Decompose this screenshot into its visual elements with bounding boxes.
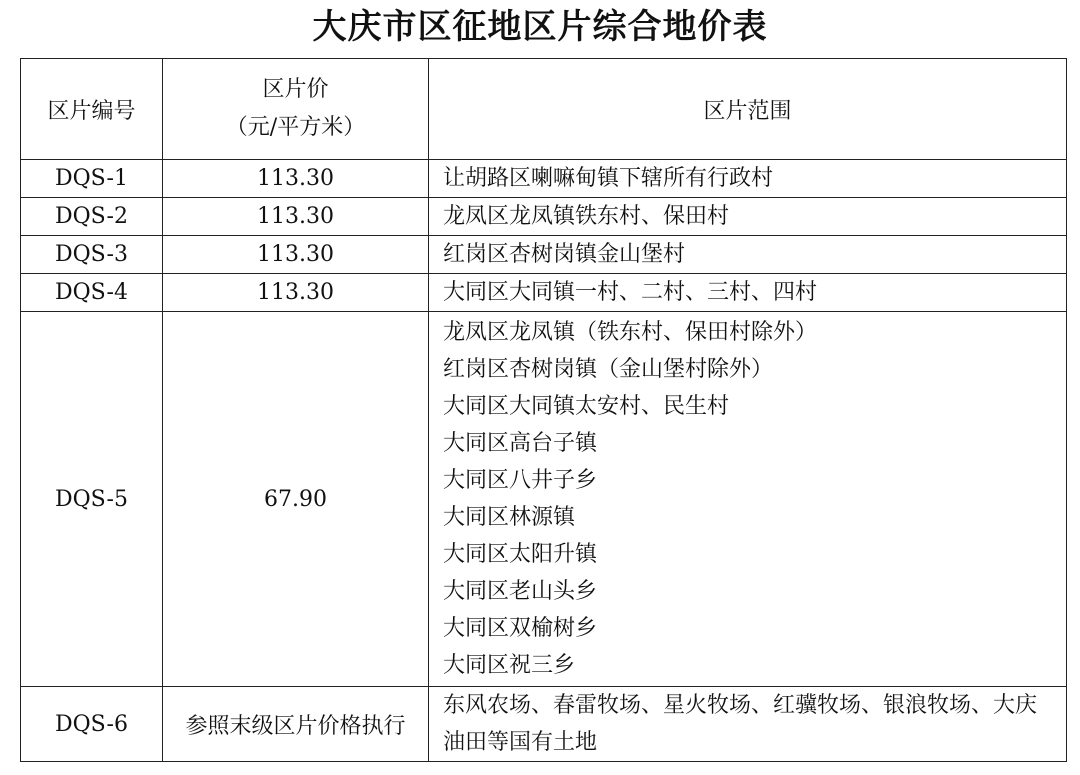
zone-range: [429, 236, 1067, 274]
zone-range: [429, 274, 1067, 312]
zone-price: 113.30: [163, 236, 429, 274]
zone-code: DQS-5: [21, 312, 163, 687]
table-row: [21, 274, 1067, 312]
table-row: [21, 160, 1067, 198]
header-price-label: 区片价: [262, 77, 329, 102]
zone-price: 113.30: [163, 274, 429, 312]
zone-range-line: 大同区林源镇: [443, 505, 576, 530]
zone-range-line: 龙凤区龙凤镇（铁东村、保田村除外）: [443, 320, 818, 345]
land-price-table: [20, 58, 1067, 762]
zone-price: 113.30: [163, 198, 429, 236]
zone-code: DQS-1: [21, 160, 163, 198]
header-range: 区片范围: [429, 59, 1067, 160]
header-code: 区片编号: [21, 59, 163, 160]
zone-price: 67.90: [163, 312, 429, 687]
zone-price: 113.30: [163, 160, 429, 198]
zone-code: DQS-2: [21, 198, 163, 236]
zone-range: [429, 198, 1067, 236]
zone-price: 参照末级区片价格执行: [163, 687, 429, 762]
zone-range-line: 大同区祝三乡: [443, 653, 576, 678]
table-row: [21, 312, 1067, 687]
header-price: [163, 59, 429, 160]
zone-range-line: 让胡路区喇嘛甸镇下辖所有行政村: [443, 166, 774, 191]
table-row: [21, 198, 1067, 236]
zone-range-line: 大同区太阳升镇: [443, 542, 598, 567]
zone-code: DQS-4: [21, 274, 163, 312]
zone-code: DQS-3: [21, 236, 163, 274]
zone-range-line: 大同区高台子镇: [443, 431, 598, 456]
zone-range-line: 大同区八井子乡: [443, 468, 598, 493]
zone-range-line: 大同区大同镇一村、二村、三村、四村: [443, 280, 818, 305]
zone-range: [429, 312, 1067, 687]
table-header-row: [21, 59, 1067, 160]
zone-range: [429, 687, 1067, 762]
zone-range-line: 东风农场、春雷牧场、星火牧场、红骥牧场、银浪牧场、大庆油田等国有土地: [443, 693, 1038, 755]
zone-range-line: 大同区大同镇太安村、民生村: [443, 394, 730, 419]
table-row: [21, 236, 1067, 274]
zone-range-line: 龙凤区龙凤镇铁东村、保田村: [443, 204, 730, 229]
zone-range-line: 红岗区杏树岗镇（金山堡村除外）: [443, 357, 774, 382]
header-price-unit: （元/平方米）: [225, 115, 366, 140]
zone-range: [429, 160, 1067, 198]
page-title: 大庆市区征地区片综合地价表: [312, 7, 768, 47]
table-row: [21, 687, 1067, 762]
zone-range-line: 大同区双榆树乡: [443, 616, 598, 641]
zone-range-line: 红岗区杏树岗镇金山堡村: [443, 242, 686, 267]
zone-code: DQS-6: [21, 687, 163, 762]
zone-range-line: 大同区老山头乡: [443, 579, 598, 604]
